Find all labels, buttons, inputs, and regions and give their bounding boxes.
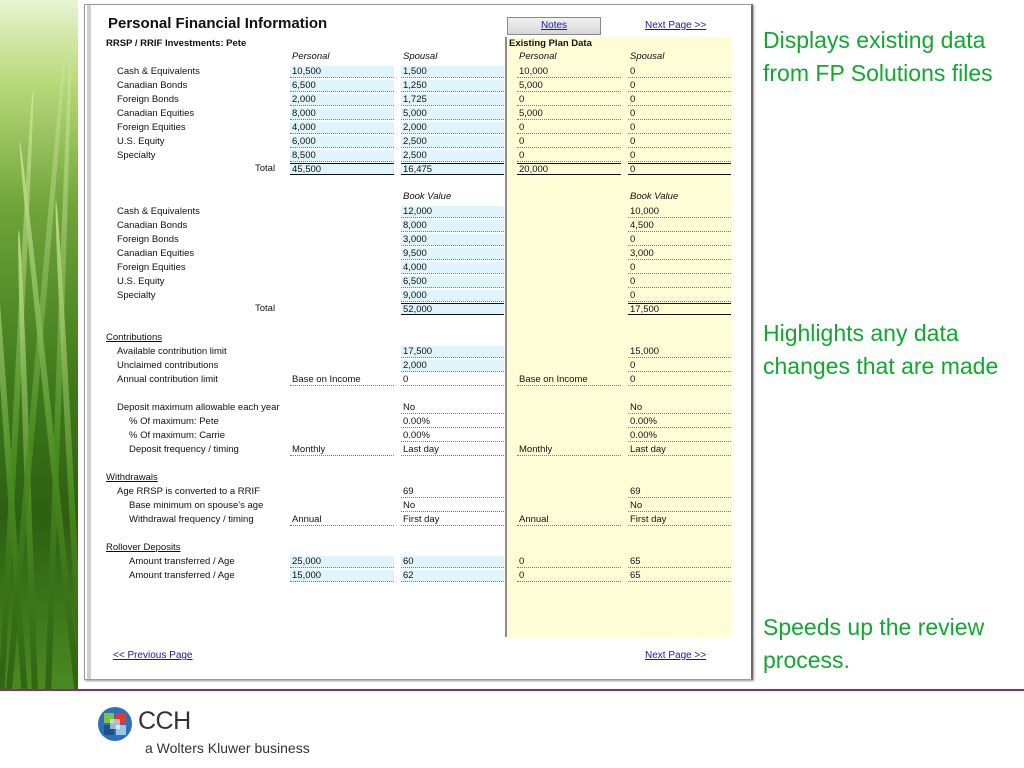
inv-label: Cash & Equivalents: [117, 66, 200, 77]
deposit-timing-select[interactable]: Last day: [401, 444, 504, 456]
book-value-input[interactable]: 9,500: [401, 248, 504, 260]
grass-decoration: [0, 0, 78, 690]
existing-spousal-value: 0: [628, 80, 731, 92]
annual-contribution-basis-select[interactable]: Base on Income: [290, 374, 394, 386]
cch-logo-icon: [96, 705, 134, 748]
unclaimed-contribution-input[interactable]: 2,000: [401, 360, 504, 372]
annotation-highlights: Highlights any data changes that are made: [763, 320, 999, 379]
existing-personal-value: 0: [517, 122, 621, 134]
existing-deposit-frequency: Monthly: [517, 444, 621, 456]
rollover-label: Amount transferred / Age: [129, 556, 235, 567]
book-value-input[interactable]: 6,500: [401, 276, 504, 288]
spouse-age-select[interactable]: No: [401, 500, 504, 512]
existing-pct-max-pete: 0.00%: [628, 416, 731, 428]
book-total-label: Total: [255, 303, 276, 314]
book-label: Canadian Equities: [117, 248, 195, 259]
deposit-frequency-label: Deposit frequency / timing: [129, 444, 239, 455]
inv-personal-input[interactable]: 8,500: [290, 150, 394, 162]
inv-label: Specialty: [117, 150, 156, 161]
book-value-total: 52,000: [401, 303, 504, 315]
page-title: Personal Financial Information: [108, 15, 328, 32]
inv-label: Foreign Bonds: [117, 94, 179, 105]
inv-personal-input[interactable]: 6,000: [290, 136, 394, 148]
inv-spousal-input[interactable]: 5,000: [401, 108, 504, 120]
available-contribution-label: Available contribution limit: [117, 346, 227, 357]
book-value-input[interactable]: 12,000: [401, 206, 504, 218]
existing-spousal-value: 0: [628, 66, 731, 78]
rollover-age-input[interactable]: 62: [401, 570, 504, 582]
col-existing-personal: Personal: [519, 51, 557, 62]
slide-divider: [0, 689, 1024, 691]
existing-plan-label: Existing Plan Data: [509, 38, 592, 49]
existing-rollover-age: 65: [628, 556, 731, 568]
inv-spousal-total: 16,475: [401, 163, 504, 175]
book-value-input[interactable]: 9,000: [401, 290, 504, 302]
book-label: Cash & Equivalents: [117, 206, 200, 217]
existing-spousal-value: 0: [628, 122, 731, 134]
inv-spousal-input[interactable]: 1,725: [401, 94, 504, 106]
existing-book-value: 0: [628, 234, 731, 246]
deposit-maximum-label: Deposit maximum allowable each year: [117, 402, 280, 413]
inv-personal-input[interactable]: 8,000: [290, 108, 394, 120]
book-value-input[interactable]: 8,000: [401, 220, 504, 232]
rollover-amount-input[interactable]: 25,000: [290, 556, 394, 568]
existing-book-value: 4,500: [628, 220, 731, 232]
existing-rollover-amount: 0: [517, 556, 621, 568]
existing-personal-value: 10,000: [517, 66, 621, 78]
inv-personal-input[interactable]: 2,000: [290, 94, 394, 106]
previous-page-link[interactable]: << Previous Page: [113, 650, 193, 661]
book-label: Foreign Bonds: [117, 234, 179, 245]
existing-withdrawal-frequency: Annual: [517, 514, 621, 526]
annotation-speed: Speeds up the review process.: [763, 614, 985, 673]
inv-label: Canadian Bonds: [117, 80, 188, 91]
pct-max-carrie-label: % Of maximum: Carrie: [129, 430, 226, 441]
existing-spouse-age: No: [628, 500, 731, 512]
rollover-age-input[interactable]: 60: [401, 556, 504, 568]
brand-tagline: a Wolters Kluwer business: [145, 740, 310, 756]
unclaimed-contribution-label: Unclaimed contributions: [117, 360, 219, 371]
section-subtitle: RRSP / RRIF Investments: Pete: [106, 38, 247, 49]
inv-spousal-input[interactable]: 1,250: [401, 80, 504, 92]
existing-book-value: 0: [628, 290, 731, 302]
existing-book-total: 17,500: [628, 303, 731, 315]
existing-spousal-value: 0: [628, 150, 731, 162]
col-existing-book-value: Book Value: [630, 191, 679, 202]
rollover-amount-input[interactable]: 15,000: [290, 570, 394, 582]
withdrawal-frequency-select[interactable]: Annual: [290, 514, 394, 526]
inv-label: U.S. Equity: [117, 136, 165, 147]
contributions-heading: Contributions: [106, 332, 162, 343]
inv-label: Canadian Equities: [117, 108, 195, 119]
inv-spousal-input[interactable]: 1,500: [401, 66, 504, 78]
book-value-input[interactable]: 4,000: [401, 262, 504, 274]
col-spousal: Spousal: [403, 51, 438, 62]
col-personal: Personal: [292, 51, 330, 62]
pct-max-pete-input[interactable]: 0.00%: [401, 416, 504, 428]
existing-book-value: 0: [628, 262, 731, 274]
existing-personal-value: 5,000: [517, 108, 621, 120]
book-label: Foreign Equities: [117, 262, 186, 273]
annotation-existing-data: Displays existing data from FP Solutions files: [763, 27, 993, 86]
existing-personal-total: 20,000: [517, 163, 621, 175]
notes-button[interactable]: Notes: [507, 17, 601, 35]
rrif-age-input[interactable]: 69: [401, 486, 504, 498]
annual-contribution-label: Annual contribution limit: [117, 374, 218, 385]
brand-name: CCH: [138, 707, 191, 735]
inv-label: Foreign Equities: [117, 122, 186, 133]
existing-spousal-value: 0: [628, 94, 731, 106]
rrif-age-label: Age RRSP is converted to a RRIF: [117, 486, 260, 497]
next-page-link-bottom[interactable]: Next Page >>: [645, 650, 707, 661]
inv-personal-input[interactable]: 6,500: [290, 80, 394, 92]
existing-book-value: 3,000: [628, 248, 731, 260]
existing-spousal-value: 0: [628, 136, 731, 148]
existing-personal-value: 5,000: [517, 80, 621, 92]
book-label: Specialty: [117, 290, 156, 301]
withdrawal-timing-select[interactable]: First day: [401, 514, 504, 526]
existing-available-contribution: 15,000: [628, 346, 731, 358]
existing-rrif-age: 69: [628, 486, 731, 498]
existing-book-value: 0: [628, 276, 731, 288]
next-page-link[interactable]: Next Page >>: [645, 20, 707, 31]
inv-spousal-input[interactable]: 2,000: [401, 122, 504, 134]
existing-spousal-value: 0: [628, 108, 731, 120]
inv-total-label: Total: [255, 163, 276, 174]
inv-personal-total: 45,500: [290, 163, 394, 175]
existing-personal-value: 0: [517, 150, 621, 162]
inv-spousal-input[interactable]: 2,500: [401, 136, 504, 148]
existing-spousal-total: 0: [628, 163, 731, 175]
existing-personal-value: 0: [517, 94, 621, 106]
existing-deposit-timing: Last day: [628, 444, 731, 456]
existing-plan-divider: [505, 37, 507, 637]
existing-rollover-age: 65: [628, 570, 731, 582]
inv-personal-input[interactable]: 10,500: [290, 66, 394, 78]
inv-personal-input[interactable]: 4,000: [290, 122, 394, 134]
existing-rollover-amount: 0: [517, 570, 621, 582]
rollover-heading: Rollover Deposits: [106, 542, 181, 553]
existing-unclaimed-contribution: 0: [628, 360, 731, 372]
existing-pct-max-carrie: 0.00%: [628, 430, 731, 442]
book-label: Canadian Bonds: [117, 220, 188, 231]
existing-annual-contribution: 0: [628, 374, 731, 386]
annual-contribution-input[interactable]: 0: [401, 374, 504, 386]
existing-withdrawal-timing: First day: [628, 514, 731, 526]
window-edge: [87, 5, 91, 679]
rollover-label: Amount transferred / Age: [129, 570, 235, 581]
financial-info-window: [84, 4, 753, 680]
col-existing-spousal: Spousal: [630, 51, 665, 62]
pct-max-pete-label: % Of maximum: Pete: [129, 416, 219, 427]
available-contribution-input[interactable]: 17,500: [401, 346, 504, 358]
existing-book-value: 10,000: [628, 206, 731, 218]
existing-personal-value: 0: [517, 136, 621, 148]
col-book-value: Book Value: [403, 191, 452, 202]
existing-deposit-maximum: No: [628, 402, 731, 414]
deposit-frequency-select[interactable]: Monthly: [290, 444, 394, 456]
pct-max-carrie-input[interactable]: 0.00%: [401, 430, 504, 442]
withdrawal-frequency-label: Withdrawal frequency / timing: [129, 514, 254, 525]
deposit-maximum-select[interactable]: No: [401, 402, 504, 414]
existing-annual-basis: Base on Income: [517, 374, 621, 386]
inv-spousal-input[interactable]: 2,500: [401, 150, 504, 162]
spouse-age-label: Base minimum on spouse's age: [129, 500, 264, 511]
book-label: U.S. Equity: [117, 276, 165, 287]
book-value-input[interactable]: 3,000: [401, 234, 504, 246]
withdrawals-heading: Withdrawals: [106, 472, 158, 483]
